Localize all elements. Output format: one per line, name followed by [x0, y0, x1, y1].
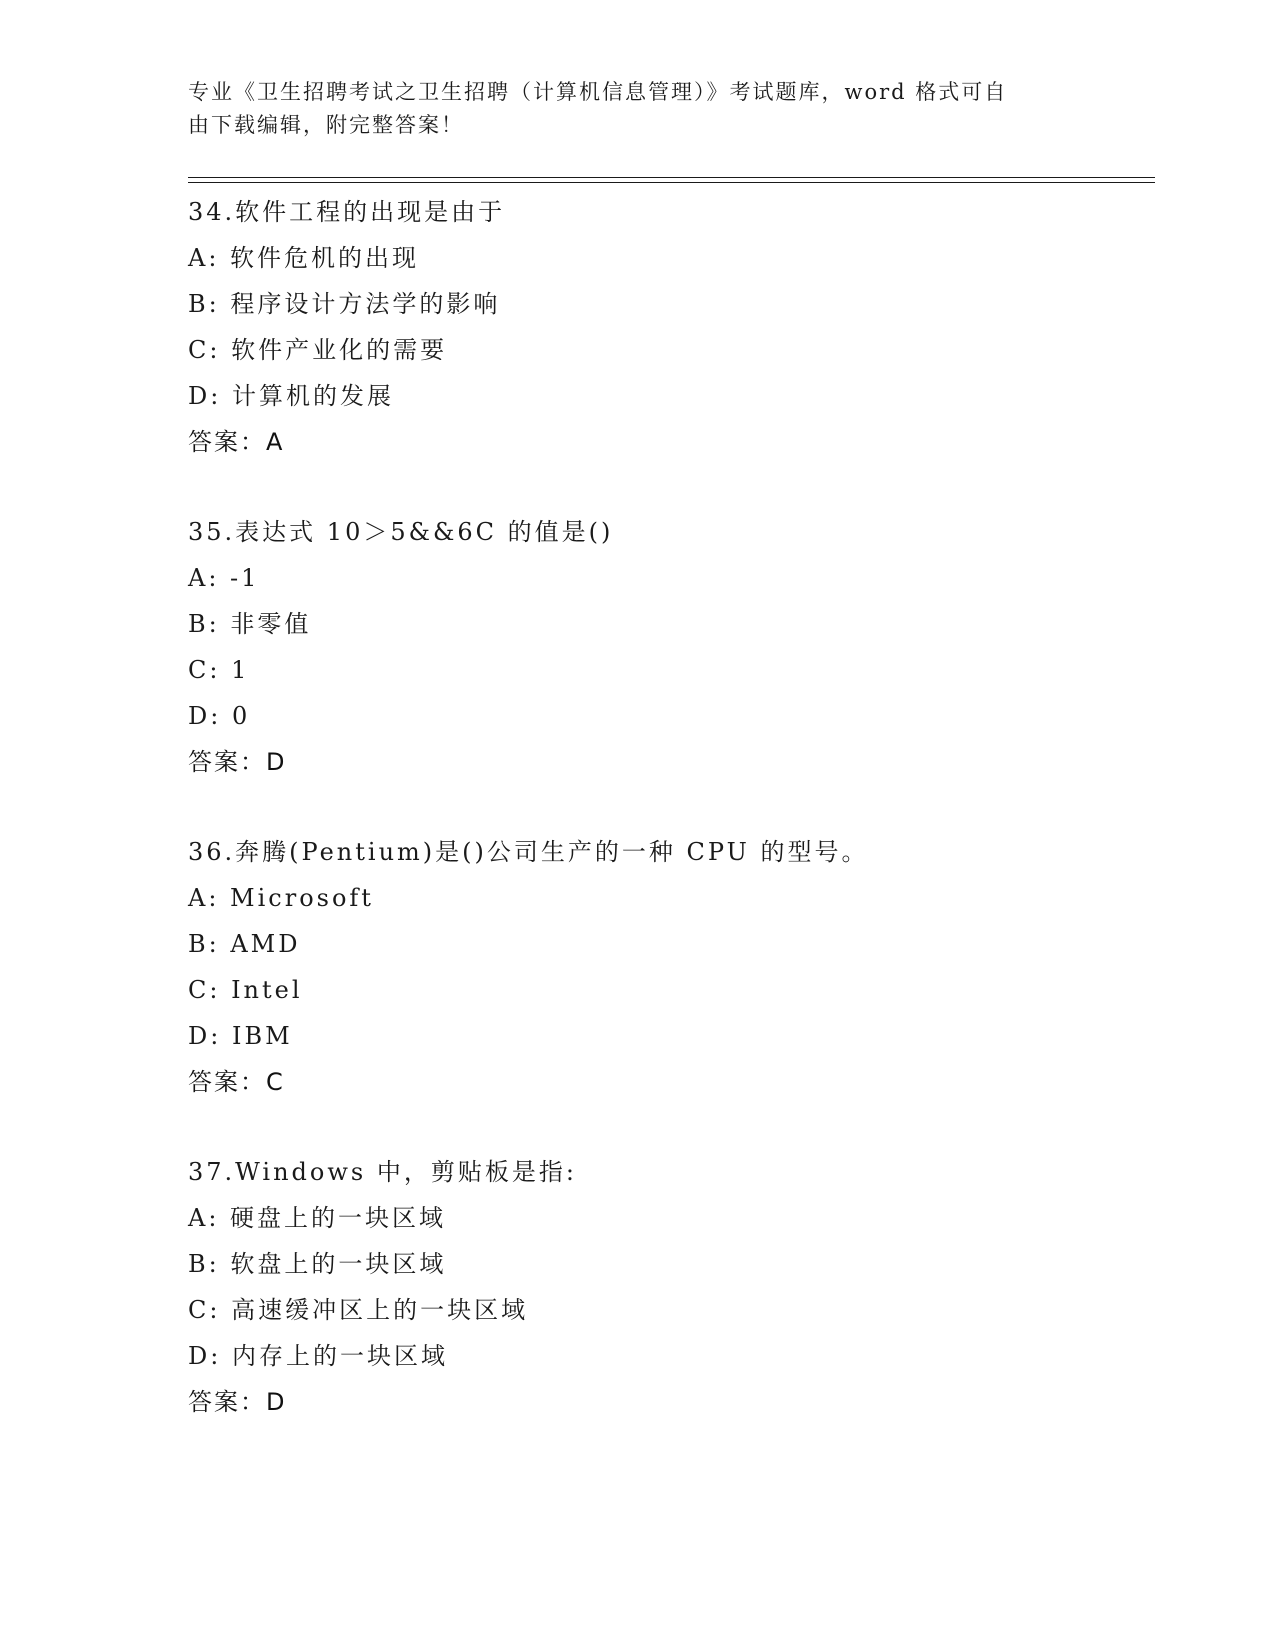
- question-stem: 35.表达式 10＞5&&6C 的值是(): [188, 518, 614, 546]
- question-36: [188, 829, 1148, 1105]
- question-list: [188, 189, 1148, 1469]
- option-d: D: 计算机的发展: [188, 382, 394, 410]
- option-b: B: AMD: [188, 930, 301, 958]
- header-divider-bottom: [188, 182, 1155, 183]
- question-35: [188, 509, 1148, 785]
- option-c: C: 软件产业化的需要: [188, 336, 448, 364]
- option-d: D: 0: [188, 702, 251, 730]
- option-a: A: 硬盘上的一块区域: [188, 1204, 447, 1232]
- header-divider-top: [188, 177, 1155, 178]
- option-d: D: IBM: [188, 1022, 293, 1050]
- answer-line: 答案：D: [188, 1388, 287, 1416]
- option-c: C: Intel: [188, 976, 303, 1004]
- answer-line: 答案：C: [188, 1068, 285, 1096]
- option-d: D: 内存上的一块区域: [188, 1342, 448, 1370]
- header-line-2: 由下载编辑，附完整答案！: [188, 113, 464, 137]
- option-c: C: 1: [188, 656, 250, 684]
- document-header: [188, 76, 1088, 142]
- option-a: A: Microsoft: [188, 884, 374, 912]
- question-37: [188, 1149, 1148, 1425]
- question-stem: 36.奔腾(Pentium)是()公司生产的一种 CPU 的型号。: [188, 838, 869, 866]
- option-b: B: 非零值: [188, 610, 312, 638]
- option-c: C: 高速缓冲区上的一块区域: [188, 1296, 529, 1324]
- option-a: A: 软件危机的出现: [188, 244, 420, 272]
- answer-line: 答案：A: [188, 428, 285, 456]
- question-stem: 37.Windows 中，剪贴板是指:: [188, 1158, 577, 1186]
- option-a: A: -1: [188, 564, 260, 592]
- answer-line: 答案：D: [188, 748, 287, 776]
- header-line-1: 专业《卫生招聘考试之卫生招聘（计算机信息管理）》考试题库，word 格式可自: [188, 80, 1008, 104]
- option-b: B: 软盘上的一块区域: [188, 1250, 447, 1278]
- question-34: [188, 189, 1148, 465]
- question-stem: 34.软件工程的出现是由于: [188, 198, 506, 226]
- option-b: B: 程序设计方法学的影响: [188, 290, 501, 318]
